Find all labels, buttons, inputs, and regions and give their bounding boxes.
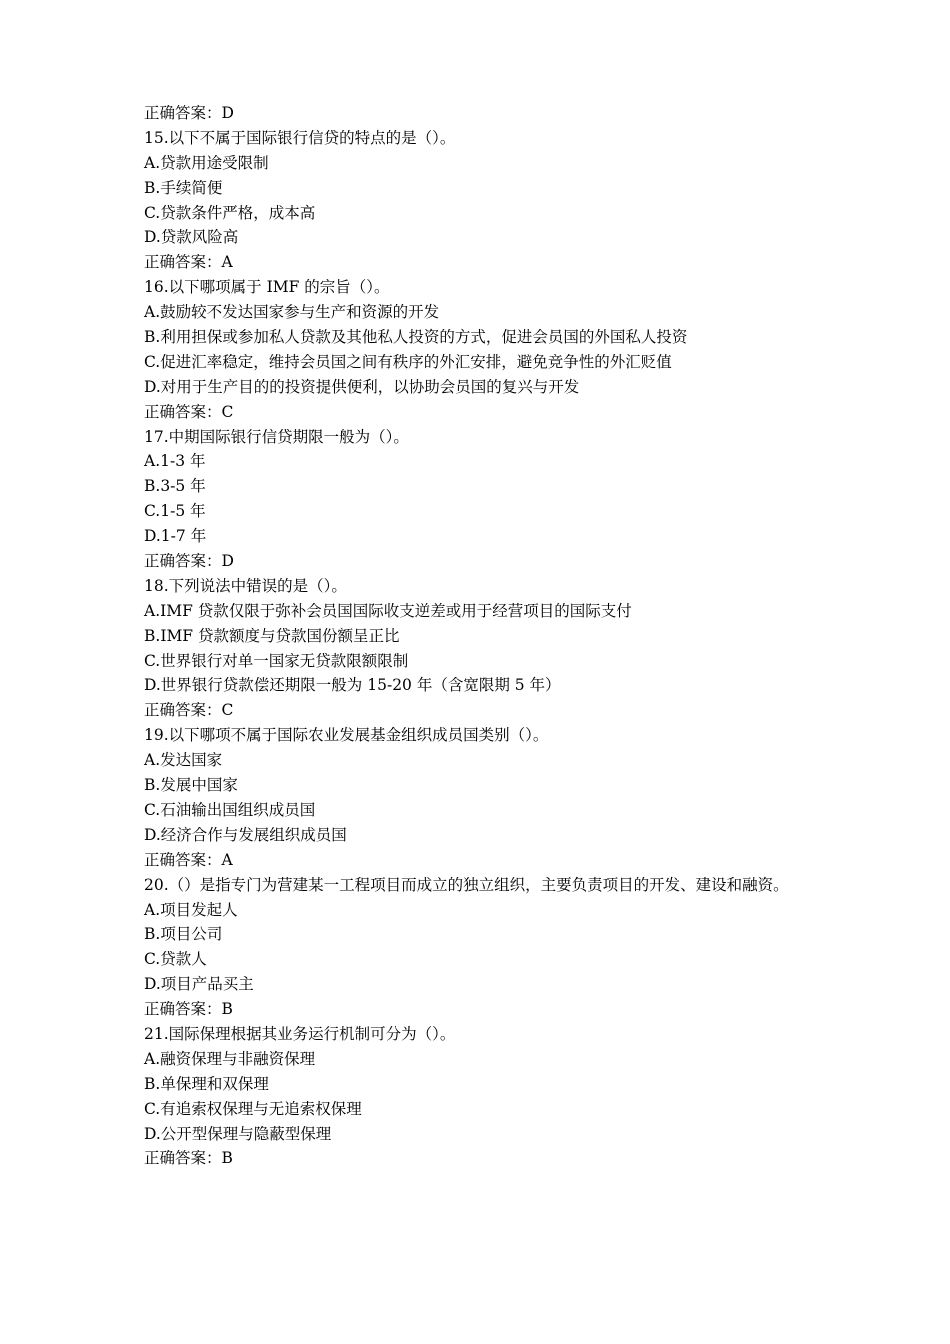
- option-d: D.项目产品买主: [144, 975, 254, 994]
- option-a: A.发达国家: [144, 751, 223, 770]
- option-d: D.公开型保理与隐蔽型保理: [144, 1124, 332, 1143]
- document-body: [144, 101, 812, 1171]
- option-c: C.贷款条件严格，成本高: [144, 203, 316, 222]
- question-16: 16.以下哪项属于 IMF 的宗旨（）。: [144, 278, 390, 297]
- option-b: B.单保理和双保理: [144, 1074, 269, 1093]
- answer-line: 正确答案：D: [144, 104, 234, 122]
- option-c: C.贷款人: [144, 950, 207, 969]
- option-b: B.发展中国家: [144, 776, 238, 795]
- answer-line: 正确答案：A: [144, 850, 233, 869]
- option-d: D.对用于生产目的的投资提供便利，以协助会员国的复兴与开发: [144, 377, 580, 396]
- option-c: C.石油输出国组织成员国: [144, 800, 316, 819]
- question-15: 15.以下不属于国际银行信贷的特点的是（）。: [144, 128, 456, 147]
- question-19: 19.以下哪项不属于国际农业发展基金组织成员国类别（）。: [144, 726, 549, 745]
- option-b: B.手续简便: [144, 178, 223, 197]
- option-a: A.鼓励较不发达国家参与生产和资源的开发: [144, 303, 440, 322]
- option-a: A.项目发起人: [144, 900, 238, 919]
- answer-line: 正确答案：C: [144, 402, 234, 421]
- question-17: 17.中期国际银行信贷期限一般为（）。: [144, 427, 409, 446]
- option-d: D.贷款风险高: [144, 228, 239, 247]
- option-a: A.贷款用途受限制: [144, 153, 269, 172]
- answer-line: 正确答案：B: [144, 1000, 233, 1019]
- question-21: 21.国际保理根据其业务运行机制可分为（）。: [144, 1024, 456, 1043]
- question-20: 20.（）是指专门为营建某一工程项目而成立的独立组织，主要负责项目的开发、建设和融资。: [144, 875, 789, 894]
- option-a: A.融资保理与非融资保理: [144, 1049, 316, 1068]
- answer-line: 正确答案：D: [144, 552, 234, 571]
- question-18: 18.下列说法中错误的是（）。: [144, 576, 347, 595]
- option-d: D.世界银行贷款偿还期限一般为 15-20 年（含宽限期 5 年）: [144, 676, 561, 695]
- option-b: B.3-5 年: [144, 477, 206, 496]
- answer-line: 正确答案：B: [144, 1149, 233, 1168]
- option-b: B.IMF 贷款额度与贷款国份额呈正比: [144, 626, 400, 645]
- option-c: C.促进汇率稳定，维持会员国之间有秩序的外汇安排，避免竞争性的外汇贬值: [144, 352, 672, 371]
- option-c: C.1-5 年: [144, 502, 206, 521]
- answer-line: 正确答案：A: [144, 253, 233, 272]
- option-b: B.利用担保或参加私人贷款及其他私人投资的方式，促进会员国的外国私人投资: [144, 328, 688, 347]
- option-c: C.有追索权保理与无追索权保理: [144, 1099, 362, 1118]
- option-d: D.1-7 年: [144, 527, 207, 546]
- option-a: A.IMF 贷款仅限于弥补会员国国际收支逆差或用于经营项目的国际支付: [144, 601, 632, 620]
- option-c: C.世界银行对单一国家无贷款限额限制: [144, 651, 409, 670]
- answer-line: 正确答案：C: [144, 701, 234, 720]
- option-b: B.项目公司: [144, 925, 223, 944]
- option-d: D.经济合作与发展组织成员国: [144, 825, 347, 844]
- option-a: A.1-3 年: [144, 452, 206, 471]
